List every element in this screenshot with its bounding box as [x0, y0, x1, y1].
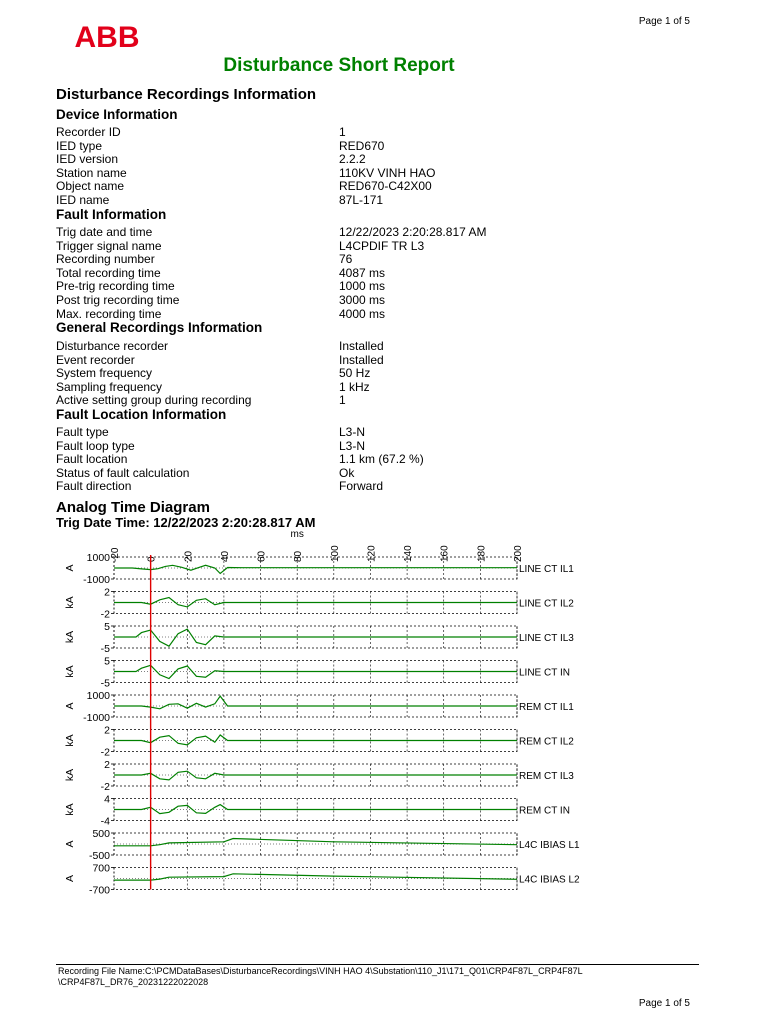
info-row: [56, 354, 696, 368]
signal-trace: [114, 696, 517, 709]
y-unit-label: kA: [64, 630, 76, 644]
general-info-title: General Recordings Information: [56, 320, 263, 335]
y-tick-label: 4: [104, 793, 110, 806]
info-label: Trigger signal name: [56, 238, 162, 253]
y-tick-label: -1000: [83, 574, 110, 586]
fault-info-title: Fault Information: [56, 207, 167, 222]
info-row: [56, 140, 696, 154]
info-row: [56, 394, 696, 408]
x-tick-label: 60: [256, 550, 268, 562]
channel-name-label: L4C IBIAS L1: [519, 840, 580, 851]
page-number-bottom: Page 1 of 5: [638, 998, 690, 1009]
info-label: Fault direction: [56, 479, 132, 494]
info-label: IED name: [56, 192, 110, 207]
info-value: 12/22/2023 2:20:28.817 AM: [339, 225, 487, 239]
channel-name-label: LINE CT IL1: [519, 564, 574, 575]
y-unit-label: kA: [64, 768, 76, 782]
info-value: 1.1 km (67.2 %): [339, 452, 424, 467]
info-label: System frequency: [56, 366, 153, 381]
y-unit-label: A: [64, 564, 76, 572]
info-value: L3-N: [339, 425, 366, 439]
signal-trace: [114, 665, 517, 678]
info-row: [56, 381, 696, 395]
fault-location-title: Fault Location Information: [56, 407, 227, 422]
x-tick-label: 200: [513, 545, 524, 562]
info-row: [56, 267, 696, 281]
channel-name-label: LINE CT IL3: [519, 633, 574, 644]
analog-section-title: Analog Time Diagram: [56, 499, 210, 516]
y-tick-label: 2: [104, 724, 110, 737]
y-tick-label: 500: [92, 828, 110, 840]
fault-info-table: [56, 226, 696, 321]
info-label: Post trig recording time: [56, 292, 180, 307]
info-row: [56, 340, 696, 354]
x-tick-label: 100: [329, 545, 341, 562]
abb-logo: [70, 20, 144, 50]
info-label: Trig date and time: [56, 225, 153, 239]
info-label: Max. recording time: [56, 306, 162, 321]
info-value: 3000 ms: [339, 292, 386, 307]
info-value: 1 kHz: [339, 379, 370, 394]
info-label: Status of fault calculation: [56, 465, 190, 480]
info-value: 76: [339, 252, 353, 267]
info-label: Event recorder: [56, 352, 135, 367]
y-tick-label: -500: [88, 850, 110, 862]
page-number-top: Page 1 of 5: [638, 16, 690, 27]
info-value: 4087 ms: [339, 265, 386, 280]
info-value: L4CPDIF TR L3: [339, 238, 425, 253]
info-value: RED670: [339, 138, 385, 153]
device-info-table: [56, 126, 696, 208]
signal-trace: [114, 598, 517, 607]
y-unit-label: kA: [64, 734, 76, 747]
info-label: IED type: [56, 138, 103, 153]
recordings-section-title: Disturbance Recordings Information: [56, 86, 317, 103]
y-tick-label: -4: [100, 815, 110, 828]
channel-name-label: LINE CT IL2: [519, 598, 574, 610]
info-label: Disturbance recorder: [56, 339, 169, 353]
info-row: [56, 126, 696, 140]
channel-name-label: REM CT IN: [519, 805, 570, 817]
y-tick-label: 2: [104, 586, 110, 599]
signal-trace: [114, 771, 517, 780]
analog-time-diagram: [0, 525, 768, 915]
info-label: Fault type: [56, 425, 109, 439]
y-tick-label: 2: [104, 759, 110, 771]
info-value: Forward: [339, 479, 384, 494]
x-tick-label: 40: [219, 550, 231, 562]
info-value: RED670-C42X00: [339, 179, 432, 194]
y-tick-label: -2: [100, 608, 110, 621]
y-unit-label: kA: [64, 596, 76, 609]
signal-trace: [114, 874, 517, 880]
info-row: [56, 253, 696, 267]
x-tick-label: 20: [183, 550, 195, 562]
channel-name-label: REM CT IL1: [519, 702, 574, 713]
info-row: [56, 194, 696, 208]
y-tick-label: -5: [100, 677, 110, 690]
info-row: [56, 480, 696, 494]
info-row: [56, 167, 696, 181]
info-value: Installed: [339, 352, 384, 367]
y-tick-label: -1000: [83, 712, 110, 724]
x-tick-label: 180: [476, 545, 488, 562]
report-title: Disturbance Short Report: [223, 55, 455, 76]
info-value: 1: [339, 393, 346, 408]
info-row: [56, 294, 696, 308]
channel-name-label: REM CT IL3: [519, 771, 574, 782]
info-value: L3-N: [339, 438, 366, 453]
info-value: 87L-171: [339, 192, 384, 207]
channel-name-label: LINE CT IN: [519, 667, 570, 679]
info-label: Active setting group during recording: [56, 393, 252, 408]
x-tick-label: 0: [146, 556, 158, 562]
fault-location-table: [56, 426, 696, 494]
signal-trace: [114, 805, 517, 814]
info-value: 110KV VINH HAO: [339, 165, 436, 180]
channel-name-label: REM CT IL2: [519, 736, 574, 748]
y-unit-label: A: [64, 702, 76, 710]
info-row: [56, 180, 696, 194]
y-tick-label: 700: [92, 862, 110, 875]
y-tick-label: 5: [104, 655, 110, 668]
info-value: Installed: [339, 339, 384, 353]
x-axis-unit-label: ms: [290, 529, 304, 540]
y-unit-label: A: [64, 874, 76, 883]
info-label: Object name: [56, 179, 125, 194]
svg-text:ABB: ABB: [74, 21, 140, 50]
y-tick-label: -2: [100, 781, 110, 793]
info-row: [56, 426, 696, 440]
footer-file-name: Recording File Name:C:\PCMDataBases\DisturbanceRecordings\VINH HAO 4\Substation\110_J1\171_Q01\CRP4F87L_CRP4F87L: [58, 966, 583, 976]
footer-divider: [56, 964, 699, 965]
info-label: Station name: [56, 165, 127, 180]
info-label: Recording number: [56, 252, 155, 267]
info-label: Pre-trig recording time: [56, 279, 175, 294]
x-tick-label: 120: [366, 545, 378, 562]
info-label: Fault loop type: [56, 438, 135, 453]
info-value: 1000 ms: [339, 279, 386, 294]
y-unit-label: kA: [64, 803, 76, 816]
general-info-table: [56, 340, 696, 408]
info-row: [56, 440, 696, 454]
info-row: [56, 467, 696, 481]
info-label: Sampling frequency: [56, 379, 163, 394]
info-row: [56, 226, 696, 240]
info-label: Total recording time: [56, 265, 161, 280]
info-value: 50 Hz: [339, 366, 371, 381]
y-tick-label: -5: [100, 643, 110, 655]
x-tick-label: -20: [110, 547, 121, 562]
x-tick-label: 160: [439, 545, 451, 562]
info-label: Recorder ID: [56, 125, 121, 139]
info-row: [56, 240, 696, 254]
y-tick-label: 1000: [86, 690, 110, 702]
info-label: IED version: [56, 152, 119, 167]
y-unit-label: A: [64, 840, 76, 848]
y-tick-label: 1000: [86, 552, 110, 564]
info-label: Fault location: [56, 452, 128, 467]
info-row: [56, 453, 696, 467]
x-tick-label: 80: [293, 550, 305, 562]
info-value: 2.2.2: [339, 152, 366, 167]
signal-trace: [114, 735, 517, 745]
footer-file-name-continued: \CRP4F87L_DR76_20231222022028: [58, 977, 209, 987]
signal-trace: [114, 565, 517, 573]
trig-date-time: Trig Date Time: 12/22/2023 2:20:28.817 AM: [56, 515, 316, 530]
info-value: 4000 ms: [339, 306, 386, 321]
y-tick-label: 5: [104, 621, 110, 633]
info-value: Ok: [339, 465, 355, 480]
info-value: 1: [339, 125, 346, 139]
channel-name-label: L4C IBIAS L2: [519, 874, 580, 886]
y-tick-label: -700: [88, 884, 110, 897]
info-row: [56, 153, 696, 167]
info-row: [56, 280, 696, 294]
y-tick-label: -2: [100, 746, 110, 759]
info-row: [56, 367, 696, 381]
signal-trace: [114, 629, 517, 646]
y-unit-label: kA: [64, 665, 76, 678]
device-info-title: Device Information: [56, 107, 178, 122]
signal-trace: [114, 839, 517, 846]
x-tick-label: 140: [403, 545, 415, 562]
